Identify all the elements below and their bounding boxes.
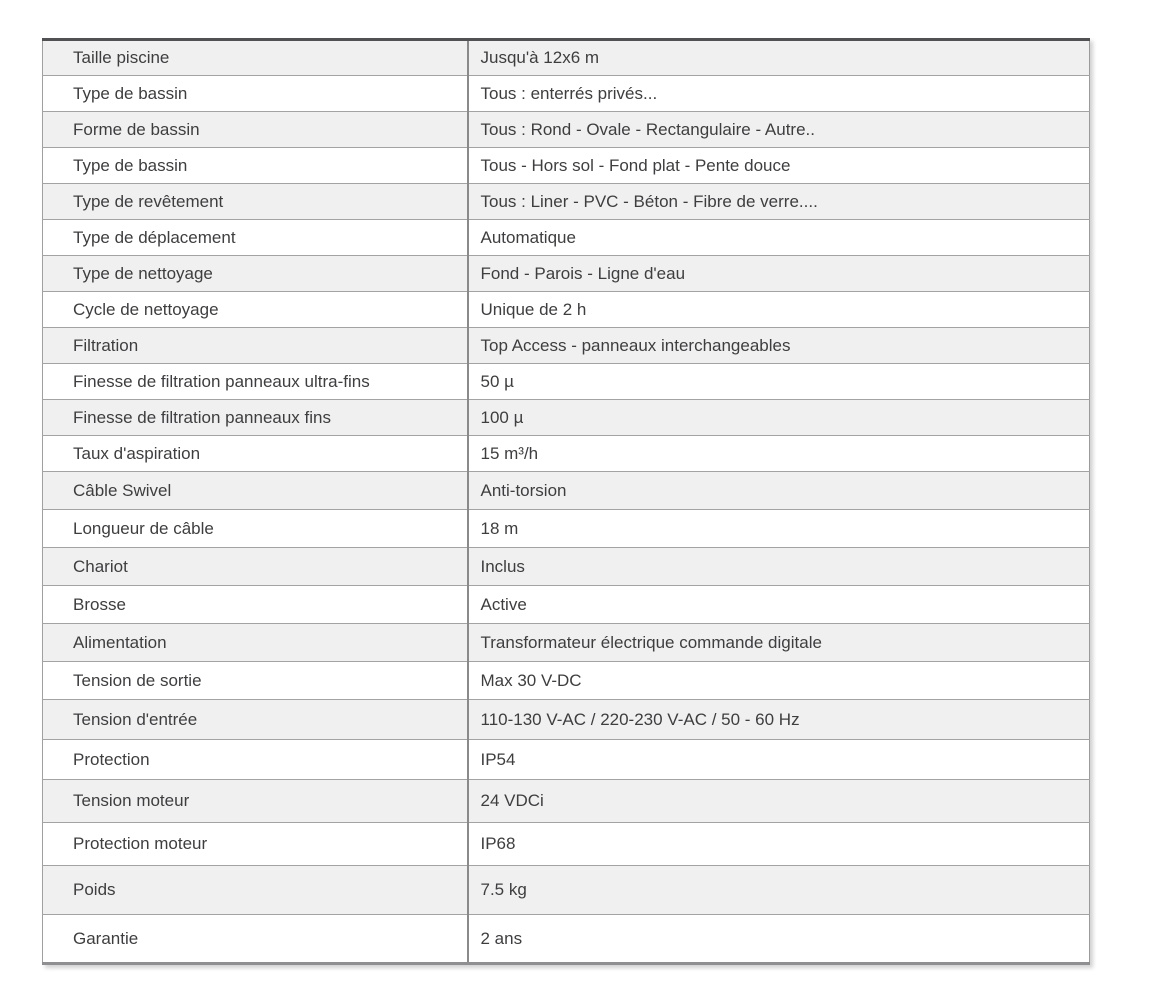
- spec-value: Automatique: [468, 220, 1090, 256]
- spec-label: Cycle de nettoyage: [43, 292, 468, 328]
- spec-label: Tension d'entrée: [43, 700, 468, 740]
- spec-label: Forme de bassin: [43, 112, 468, 148]
- table-row: [43, 866, 1090, 915]
- spec-label: Alimentation: [43, 624, 468, 662]
- spec-value: IP54: [468, 740, 1090, 780]
- table-row: [43, 510, 1090, 548]
- spec-value: IP68: [468, 823, 1090, 866]
- spec-value: 110-130 V-AC / 220-230 V-AC / 50 - 60 Hz: [468, 700, 1090, 740]
- spec-value: Tous : Rond - Ovale - Rectangulaire - Autre..: [468, 112, 1090, 148]
- spec-label: Type de revêtement: [43, 184, 468, 220]
- table-row: [43, 184, 1090, 220]
- spec-value: 15 m³/h: [468, 436, 1090, 472]
- table-row: [43, 220, 1090, 256]
- spec-value: Tous - Hors sol - Fond plat - Pente douce: [468, 148, 1090, 184]
- spec-value: 2 ans: [468, 915, 1090, 964]
- spec-value: Anti-torsion: [468, 472, 1090, 510]
- table-row: [43, 548, 1090, 586]
- spec-value: Transformateur électrique commande digitale: [468, 624, 1090, 662]
- specs-table-body: [43, 40, 1090, 964]
- spec-value: 50 µ: [468, 364, 1090, 400]
- spec-label: Taux d'aspiration: [43, 436, 468, 472]
- spec-label: Garantie: [43, 915, 468, 964]
- table-row: [43, 40, 1090, 76]
- table-row: [43, 780, 1090, 823]
- spec-label: Filtration: [43, 328, 468, 364]
- spec-label: Poids: [43, 866, 468, 915]
- spec-value: Max 30 V-DC: [468, 662, 1090, 700]
- spec-value: 24 VDCi: [468, 780, 1090, 823]
- spec-label: Type de bassin: [43, 76, 468, 112]
- table-row: [43, 292, 1090, 328]
- table-row: [43, 472, 1090, 510]
- spec-value: Active: [468, 586, 1090, 624]
- spec-label: Type de déplacement: [43, 220, 468, 256]
- spec-label: Chariot: [43, 548, 468, 586]
- spec-label: Câble Swivel: [43, 472, 468, 510]
- spec-value: Unique de 2 h: [468, 292, 1090, 328]
- table-row: [43, 740, 1090, 780]
- spec-label: Brosse: [43, 586, 468, 624]
- table-row: [43, 148, 1090, 184]
- spec-value: Tous : Liner - PVC - Béton - Fibre de verre....: [468, 184, 1090, 220]
- spec-value: 18 m: [468, 510, 1090, 548]
- spec-label: Protection moteur: [43, 823, 468, 866]
- spec-label: Type de bassin: [43, 148, 468, 184]
- spec-label: Finesse de filtration panneaux fins: [43, 400, 468, 436]
- spec-value: Tous : enterrés privés...: [468, 76, 1090, 112]
- spec-value: Jusqu'à 12x6 m: [468, 40, 1090, 76]
- table-row: [43, 823, 1090, 866]
- table-row: [43, 400, 1090, 436]
- spec-label: Taille piscine: [73, 48, 170, 67]
- table-row: [43, 328, 1090, 364]
- table-row: [43, 436, 1090, 472]
- spec-value: 7.5 kg: [468, 866, 1090, 915]
- spec-value: Inclus: [468, 548, 1090, 586]
- table-row: [43, 586, 1090, 624]
- spec-value: Fond - Parois - Ligne d'eau: [468, 256, 1090, 292]
- table-row: [43, 112, 1090, 148]
- spec-label: Tension moteur: [43, 780, 468, 823]
- table-row: [43, 76, 1090, 112]
- table-row: [43, 624, 1090, 662]
- table-row: [43, 700, 1090, 740]
- spec-label: Tension de sortie: [43, 662, 468, 700]
- table-row: [43, 662, 1090, 700]
- table-row: [43, 364, 1090, 400]
- spec-label: Protection: [43, 740, 468, 780]
- spec-value: Top Access - panneaux interchangeables: [468, 328, 1090, 364]
- spec-label: Longueur de câble: [43, 510, 468, 548]
- specs-table: [42, 38, 1090, 965]
- spec-value: 100 µ: [468, 400, 1090, 436]
- spec-label: Type de nettoyage: [43, 256, 468, 292]
- table-row: [43, 915, 1090, 964]
- spec-label: Finesse de filtration panneaux ultra-fins: [43, 364, 468, 400]
- table-row: [43, 256, 1090, 292]
